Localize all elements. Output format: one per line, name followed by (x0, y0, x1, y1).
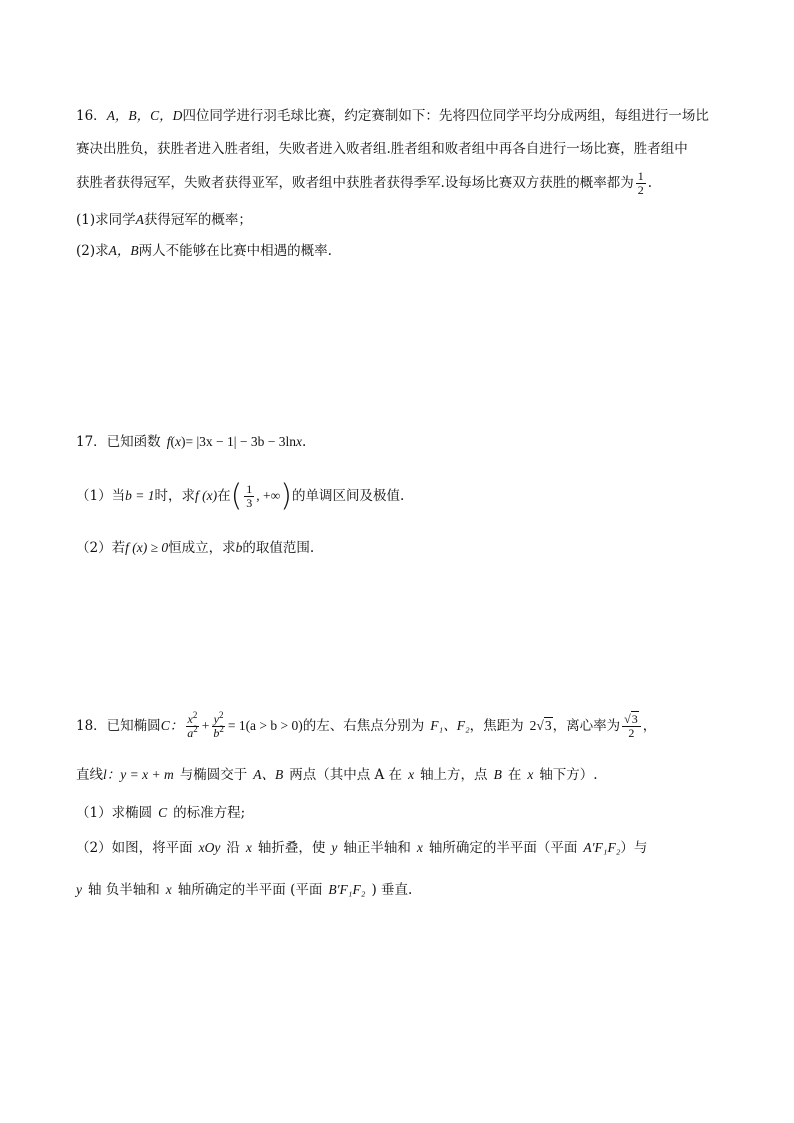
q17-interval-den: 3 (246, 496, 253, 510)
q18-ecc-fraction: $\frac{√3}{2}$ (622, 713, 641, 740)
q18-mid4: ， (642, 718, 657, 734)
q18-eq-rest: = 1(a > b > 0) (227, 718, 303, 733)
q18-line2-x1: x (408, 767, 415, 782)
q18-l6-plane: B′F₁F₂ (328, 882, 366, 897)
q18-l6-mid1: 轴 负半轴和 (88, 882, 160, 898)
q18-line2-prefix: 直线 (76, 767, 103, 783)
q18-line2-mid3: 在 (507, 767, 522, 783)
q18-line2-end: 轴下方）. (539, 767, 598, 783)
q16-line-1 (76, 106, 709, 126)
q16-line-2 (76, 139, 688, 159)
q17-part-1: （1）当b = 1时，求f (x)在( $\frac{1}{3}$ , +∞)的单调区间及极值. (76, 478, 405, 514)
q18-part-2-cont (76, 880, 412, 900)
q18-line-eq: l：y = x + m (103, 767, 174, 782)
q16-prob-num: 1 (637, 169, 644, 183)
q18-l6-x: x (165, 882, 172, 897)
q17-p2-var: b (235, 540, 243, 555)
q18-b2: b (213, 726, 220, 740)
q18-p1-prefix: （1）求椭圆 (76, 805, 153, 821)
q16-part-2 (76, 241, 332, 261)
q18-ellipse-name: C： (160, 718, 184, 733)
q17-p1-in: 在 (217, 488, 231, 504)
q18-mid2: ，焦距为 (469, 718, 524, 734)
q16-text-1: 四位同学进行羽毛球比赛，约定赛制如下：先将四位同学平均分成两组，每组进行一场比 (182, 108, 709, 124)
q18-p2-plane2: A′F₁F₂ (583, 840, 621, 855)
q18-p2-end: ）与 (620, 840, 648, 856)
q16-line-3 (76, 170, 652, 197)
q17-interval-fraction (244, 483, 254, 510)
q16-vars: A，B，C，D (106, 108, 183, 123)
q18-p2-prefix: （2）如图，将平面 (76, 840, 193, 856)
q18-line2-mid: 与椭圆交于 (179, 767, 248, 783)
q18-number: 18．已知椭圆 (76, 718, 161, 734)
q16-text-2: 赛决出胜负，获胜者进入胜者组，失败者进入败者组.胜者组和败者组中再各自进行一场比赛，胜者组中 (76, 141, 688, 157)
q18-p2-mid4: 轴所确定的半平面（平面 (428, 840, 578, 856)
q17-part-2 (76, 538, 314, 558)
q16-p2-prefix: (2)求 (76, 243, 109, 259)
q16-p1-suffix: 获得冠军的概率； (143, 212, 252, 228)
q18-mid1: 的左、右焦点分别为 (302, 718, 425, 734)
q18-line2-mid2: 轴上方，点 (420, 767, 488, 783)
q16-end: . (647, 175, 653, 191)
q18-p2-x2: x (416, 840, 423, 855)
q18-part-2 (76, 838, 647, 858)
q17-p2-cond: f (x) ≥ 0 (125, 540, 169, 555)
q17-p1-suffix: 的单调区间及极值. (292, 488, 405, 504)
q17-p1-mid: 时，求 (154, 488, 195, 504)
q17-p2-suffix: 的取值范围. (242, 540, 315, 556)
q18-p2-y: y (331, 840, 338, 855)
q18-p2-mid2: 轴折叠，使 (257, 840, 326, 856)
q18-x2: x (187, 712, 193, 726)
q18-line-1: 18．已知椭圆C： $\frac{x^2}{a^2}$ + $\frac{y^2}{b^2}$ = 1(a > b > 0)的左、右焦点分别为 F₁、F₂，焦距为 2√3，离心率为 $\frac{√3}{2}$ ， (76, 710, 657, 740)
q17-p1-f: f (x) (194, 488, 218, 503)
q18-focal: 2 (529, 718, 537, 733)
q17-interval-num: 1 (246, 482, 253, 496)
q17-func-f: f (166, 434, 171, 449)
q18-part-1 (76, 803, 245, 823)
q18-p2-plane: xOy (198, 840, 221, 855)
q17-number: 17．已知函数 (76, 434, 161, 450)
q18-line2-suffix: 两点（其中点 A 在 (289, 767, 403, 783)
q18-mid3: ，离心率为 (552, 718, 621, 734)
q18-p2-mid3: 轴正半轴和 (343, 840, 411, 856)
q18-ecc-root: 3 (631, 712, 638, 726)
q18-y-fraction: $\frac{y^2}{b^2}$ (213, 710, 224, 740)
q18-a2: a (187, 726, 194, 740)
q16-p1-prefix: (1)求同学 (76, 212, 136, 228)
q18-foci: F₁、F₂ (430, 718, 470, 733)
q16-part-1 (76, 210, 252, 230)
q17-func-x: x (174, 434, 181, 449)
q18-l6-y: y (76, 882, 82, 897)
q16-number: 16． (76, 108, 107, 124)
q18-p2-mid1: 沿 (226, 840, 240, 856)
q16-p2-suffix: 两人不能够在比赛中相遇的概率. (138, 243, 332, 259)
q18-focal-root: 3 (544, 718, 552, 733)
q18-line2-pts: A、B (253, 767, 284, 782)
q18-p2-x: x (245, 840, 252, 855)
q17-p2-mid: 恒成立，求 (168, 540, 236, 556)
q17-interval-right: , +∞ (256, 488, 281, 503)
q18-x-fraction: $\frac{x^2}{a^2}$ (187, 710, 198, 740)
q16-prob-den: 2 (637, 183, 644, 197)
q18-p1-suffix: 的标准方程; (173, 805, 246, 821)
q18-line2-x2: x (527, 767, 534, 782)
q18-line-2 (76, 765, 598, 785)
q18-l6-end: ) 垂直. (371, 882, 413, 898)
q16-prob-fraction (636, 170, 646, 197)
q17-line-1: 17．已知函数 f(x)= |3x − 1| − 3b − 3lnx. (76, 434, 307, 450)
q18-line2-b: B (493, 767, 502, 782)
q18-ecc-den: 2 (628, 726, 635, 740)
q17-func-rhs: = |3x − 1| − 3b − 3ln (185, 434, 296, 449)
q17-func-end: . (301, 434, 307, 450)
q17-p1-prefix: （1）当 (76, 488, 126, 504)
q16-p1-var: A (135, 212, 144, 227)
q18-y2: y (213, 712, 219, 726)
q17-p1-cond: b = 1 (125, 488, 155, 503)
q16-text-3: 获胜者获得冠军，失败者获得亚军，败者组中获胜者获得季军.设每场比赛双方获胜的概率都为 (76, 175, 634, 191)
q17-p2-prefix: （2）若 (76, 540, 126, 556)
q18-p1-var: C (158, 805, 168, 820)
q16-p2-vars: A，B (108, 243, 139, 258)
q18-l6-mid2: 轴所确定的半平面 (平面 (177, 882, 323, 898)
q17-func-rhs-x: x (295, 434, 302, 449)
